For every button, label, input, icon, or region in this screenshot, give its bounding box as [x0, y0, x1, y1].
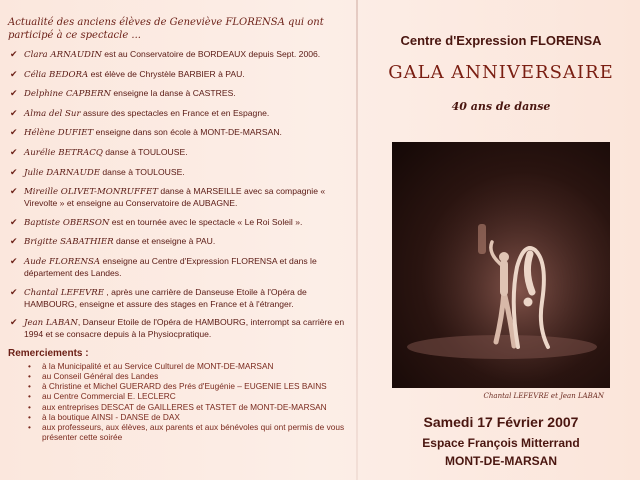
alumni-description: est élève de Chrystèle BARBIER à PAU.: [88, 68, 245, 79]
organization-title: Centre d'Expression FLORENSA: [400, 33, 602, 48]
thanks-title: Remerciements :: [8, 347, 89, 359]
left-panel: [8, 16, 348, 442]
alumni-name: Chantal LEFEVRE: [24, 287, 104, 298]
alumni-name: Brigitte SABATHIER: [24, 237, 114, 248]
alumni-description: , Danseur Etoile de l'Opéra de HAMBOURG, interrompt sa carrière en 1994 et se consacre depuis à la Physiocpratique.: [24, 317, 345, 340]
check-icon: ✔: [10, 146, 18, 157]
check-icon: ✔: [10, 127, 18, 138]
check-icon: ✔: [10, 286, 18, 297]
check-icon: ✔: [10, 88, 18, 99]
alumni-item: [8, 108, 348, 120]
check-icon: ✔: [10, 216, 18, 227]
thanks-item: • à Christine et Michel GUERARD des Prés d'Eugénie – EUGENIE LES BAINS: [28, 381, 348, 391]
thanks-item: • aux professeurs, aux élèves, aux parents et aux bénévoles qui ont permis de vous présenter cette soirée: [28, 422, 348, 442]
alumni-item: [8, 287, 348, 310]
alumni-name: Clara ARNAUDIN: [24, 50, 102, 60]
alumni-item: [8, 88, 348, 100]
alumni-name: Aurélie BETRACQ: [24, 147, 103, 158]
alumni-description: danse et enseigne à PAU.: [113, 236, 216, 247]
alumni-description: est au Conservatoire de BORDEAUX depuis Sept. 2006.: [101, 49, 321, 59]
alumni-name: Delphine CAPBERN: [24, 89, 112, 100]
alumni-item: [8, 69, 348, 81]
alumni-name: Célia BEDORA: [24, 69, 89, 80]
alumni-description: assure des spectacles en France et en Espagne.: [80, 107, 270, 118]
alumni-item: [8, 317, 348, 340]
alumni-item: [8, 167, 348, 179]
alumni-list: [8, 49, 348, 340]
check-icon: ✔: [10, 317, 18, 328]
alumni-name: Baptiste OBERSON: [24, 217, 110, 228]
check-icon: ✔: [10, 49, 18, 59]
alumni-name: Mireille OLIVET-MONRUFFET: [24, 187, 158, 198]
photo-credit: Chantal LEFEVRE et Jean LABAN: [483, 392, 604, 400]
check-icon: ✔: [10, 68, 18, 79]
intro-text: Actualité des anciens élèves de Geneviève FLORENSA qui ont participé à ce spectacle ...: [8, 17, 324, 41]
alumni-description: , après une carrière de Danseuse Etoile à l'Opéra de HAMBOURG, enseigne et assure des stages en France et à l'étranger.: [24, 286, 307, 309]
thanks-list: [8, 361, 348, 443]
thanks-item: • au Conseil Général des Landes: [28, 371, 348, 381]
alumni-description: est en tournée avec le spectacle « Le Roi Soleil ».: [109, 216, 303, 227]
thanks-item: • à la boutique AINSI - DANSE de DAX: [28, 412, 348, 422]
gala-title: GALA ANNIVERSAIRE: [388, 62, 614, 83]
alumni-name: Alma del Sur: [24, 108, 81, 119]
alumni-item: [8, 147, 348, 159]
alumni-description: enseigne la danse à CASTRES.: [111, 88, 236, 99]
alumni-name: Julie DARNAUDE: [24, 167, 100, 178]
alumni-item: [8, 256, 348, 279]
alumni-name: Hélène DUFIET: [24, 128, 94, 139]
alumni-description: enseigne au Centre d'Expression FLORENSA et dans le département des Landes.: [24, 255, 317, 278]
alumni-description: enseigne dans son école à MONT-DE-MARSAN.: [93, 127, 282, 138]
thanks-item: • au Centre Commercial E. LECLERC: [28, 391, 348, 401]
thanks-item: • aux entreprises DESCAT de GAILLERES et TASTET de MONT-DE-MARSAN: [28, 402, 348, 412]
right-panel: [362, 0, 640, 480]
event-venue: Espace François Mitterrand: [422, 436, 580, 450]
check-icon: ✔: [10, 166, 18, 177]
event-city: MONT-DE-MARSAN: [445, 454, 557, 468]
dancers-photo: [392, 142, 610, 388]
thanks-item: • à la Municipalité et au Service Culturel de MONT-DE-MARSAN: [28, 361, 348, 371]
alumni-description: danse à TOULOUSE.: [102, 146, 188, 157]
alumni-description: danse à TOULOUSE.: [100, 166, 185, 177]
alumni-item: [8, 49, 348, 61]
fold-line: [356, 0, 358, 480]
alumni-item: [8, 186, 348, 209]
alumni-description: danse à MARSEILLE avec sa compagnie « Virevolte » et enseigne au Conservatoire de AUBAGNE.: [24, 186, 326, 209]
event-date: Samedi 17 Février 2007: [423, 414, 579, 430]
dancers-illustration: [392, 142, 610, 388]
alumni-name: Jean LABAN: [24, 318, 78, 329]
alumni-item: [8, 127, 348, 139]
alumni-name: Aude FLORENSA: [24, 256, 101, 267]
alumni-item: [8, 236, 348, 248]
check-icon: ✔: [10, 236, 18, 247]
alumni-item: [8, 217, 348, 229]
check-icon: ✔: [10, 186, 18, 197]
check-icon: ✔: [10, 255, 18, 266]
anniversary-subtitle: 40 ans de danse: [451, 100, 551, 113]
check-icon: ✔: [10, 107, 18, 118]
